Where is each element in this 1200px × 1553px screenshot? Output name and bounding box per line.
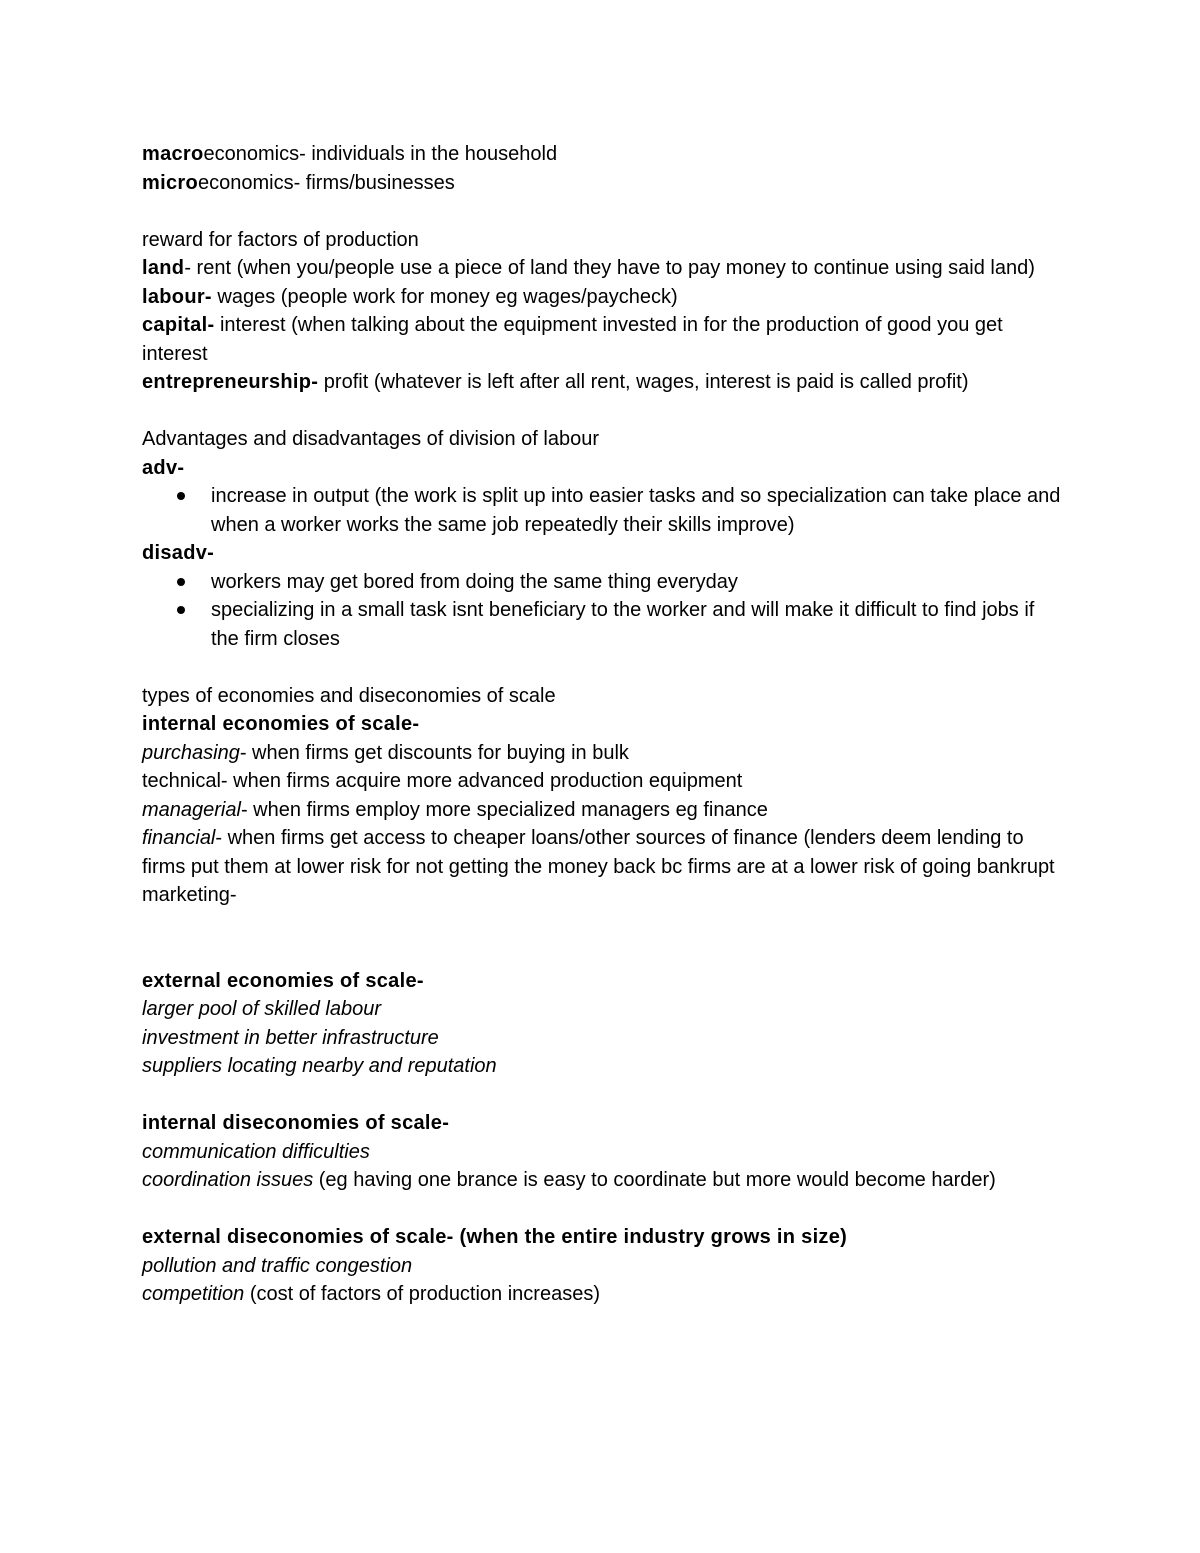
financial-line — [142, 824, 1062, 881]
labour-line — [142, 283, 1062, 312]
micro-term: micro — [142, 171, 198, 194]
labour-definition: wages (people work for money eg wages/paycheck) — [211, 285, 678, 308]
list-item-text: workers may get bored from doing the same thing everyday — [211, 570, 738, 593]
document-page — [142, 140, 1062, 1309]
technical-line: technical- when firms acquire more advanced production equipment — [142, 770, 743, 792]
capital-line — [142, 311, 1062, 368]
micro-line — [142, 169, 1062, 198]
external-economy-text: investment in better infrastructure — [142, 1026, 439, 1049]
internal-diseconomies-heading: internal diseconomies of scale- — [142, 1112, 450, 1134]
bullet-icon — [177, 578, 185, 586]
disadv-label: disadv- — [142, 542, 215, 564]
macro-term: macro — [142, 143, 204, 165]
capital-term: capital- — [142, 314, 215, 336]
coordination-line — [142, 1166, 1062, 1195]
list-item — [211, 482, 1062, 539]
micro-definition: economics- firms/businesses — [197, 171, 455, 194]
competition-term: competition — [142, 1283, 245, 1305]
pollution-text: pollution and traffic congestion — [142, 1254, 413, 1277]
disadv-label-line — [142, 539, 1062, 568]
land-definition: - rent (when you/people use a piece of land they have to pay money to continue using said land) — [184, 257, 1035, 279]
managerial-definition: - when firms employ more specialized managers eg finance — [240, 798, 768, 821]
purchasing-term: purchasing — [142, 741, 240, 764]
list-item — [211, 568, 1062, 597]
internal-economies-heading-line — [142, 710, 1062, 739]
managerial-term: managerial — [142, 798, 241, 821]
marketing-line: marketing- — [142, 884, 237, 906]
disadv-list — [142, 568, 1062, 654]
entrepreneurship-definition: profit (whatever is left after all rent, wages, interest is paid is called profit) — [318, 371, 969, 393]
financial-definition: - when firms get access to cheaper loans/other sources of finance (lenders deem lending to firms put them at lower risk for not getting the money back bc firms are at a lower risk of going bankrupt — [142, 827, 1055, 878]
coordination-definition: (eg having one brance is easy to coordinate but more would become harder) — [313, 1169, 996, 1191]
factors-heading: reward for factors of production — [142, 228, 419, 251]
competition-definition: (cost of factors of production increases) — [244, 1283, 600, 1305]
purchasing-line — [142, 739, 1062, 768]
external-economies-heading-line — [142, 967, 1062, 996]
financial-term: financial — [142, 827, 216, 849]
external-economy-text: larger pool of skilled labour — [142, 998, 382, 1020]
list-item-text: increase in output (the work is split up into easier tasks and so specialization can take place and when a worker works the same job repeatedly their skills improve) — [211, 485, 1061, 536]
adv-label: adv- — [142, 456, 185, 479]
macro-definition: economics- individuals in the household — [203, 143, 558, 165]
scale-heading: types of economies and diseconomies of scale — [142, 684, 556, 707]
external-economy-text: suppliers locating nearby and reputation — [142, 1055, 497, 1077]
external-economy-item — [142, 995, 1062, 1024]
communication-line — [142, 1138, 1062, 1167]
purchasing-definition: - when firms get discounts for buying in bulk — [239, 741, 629, 764]
external-economy-item — [142, 1052, 1062, 1081]
list-item — [211, 596, 1062, 653]
bullet-icon — [177, 492, 185, 500]
external-diseconomies-heading: external diseconomies of scale- (when the entire industry grows in size) — [142, 1226, 848, 1248]
competition-line — [142, 1280, 1062, 1309]
capital-definition: interest (when talking about the equipment invested in for the production of good you get interest — [142, 314, 1003, 365]
coordination-term: coordination issues — [142, 1169, 314, 1191]
communication-text: communication difficulties — [142, 1140, 370, 1163]
bullet-icon — [177, 606, 185, 614]
internal-economies-heading: internal economies of scale- — [142, 713, 420, 735]
managerial-line — [142, 796, 1062, 825]
external-economy-item — [142, 1024, 1062, 1053]
adv-list — [142, 482, 1062, 539]
entrepreneurship-term: entrepreneurship- — [142, 371, 319, 393]
external-economies-heading: external economies of scale- — [142, 969, 424, 992]
internal-diseconomies-heading-line — [142, 1109, 1062, 1138]
macro-line — [142, 140, 1062, 169]
list-item-text: specializing in a small task isnt beneficiary to the worker and will make it difficult to find jobs if the firm closes — [211, 599, 1035, 650]
entrepreneurship-line — [142, 368, 1062, 397]
pollution-line — [142, 1252, 1062, 1281]
land-term: land — [142, 257, 185, 279]
external-diseconomies-heading-line — [142, 1223, 1062, 1252]
labour-term: labour- — [142, 285, 212, 308]
adv-label-line — [142, 454, 1062, 483]
division-heading: Advantages and disadvantages of division of labour — [142, 428, 599, 450]
land-line — [142, 254, 1062, 283]
